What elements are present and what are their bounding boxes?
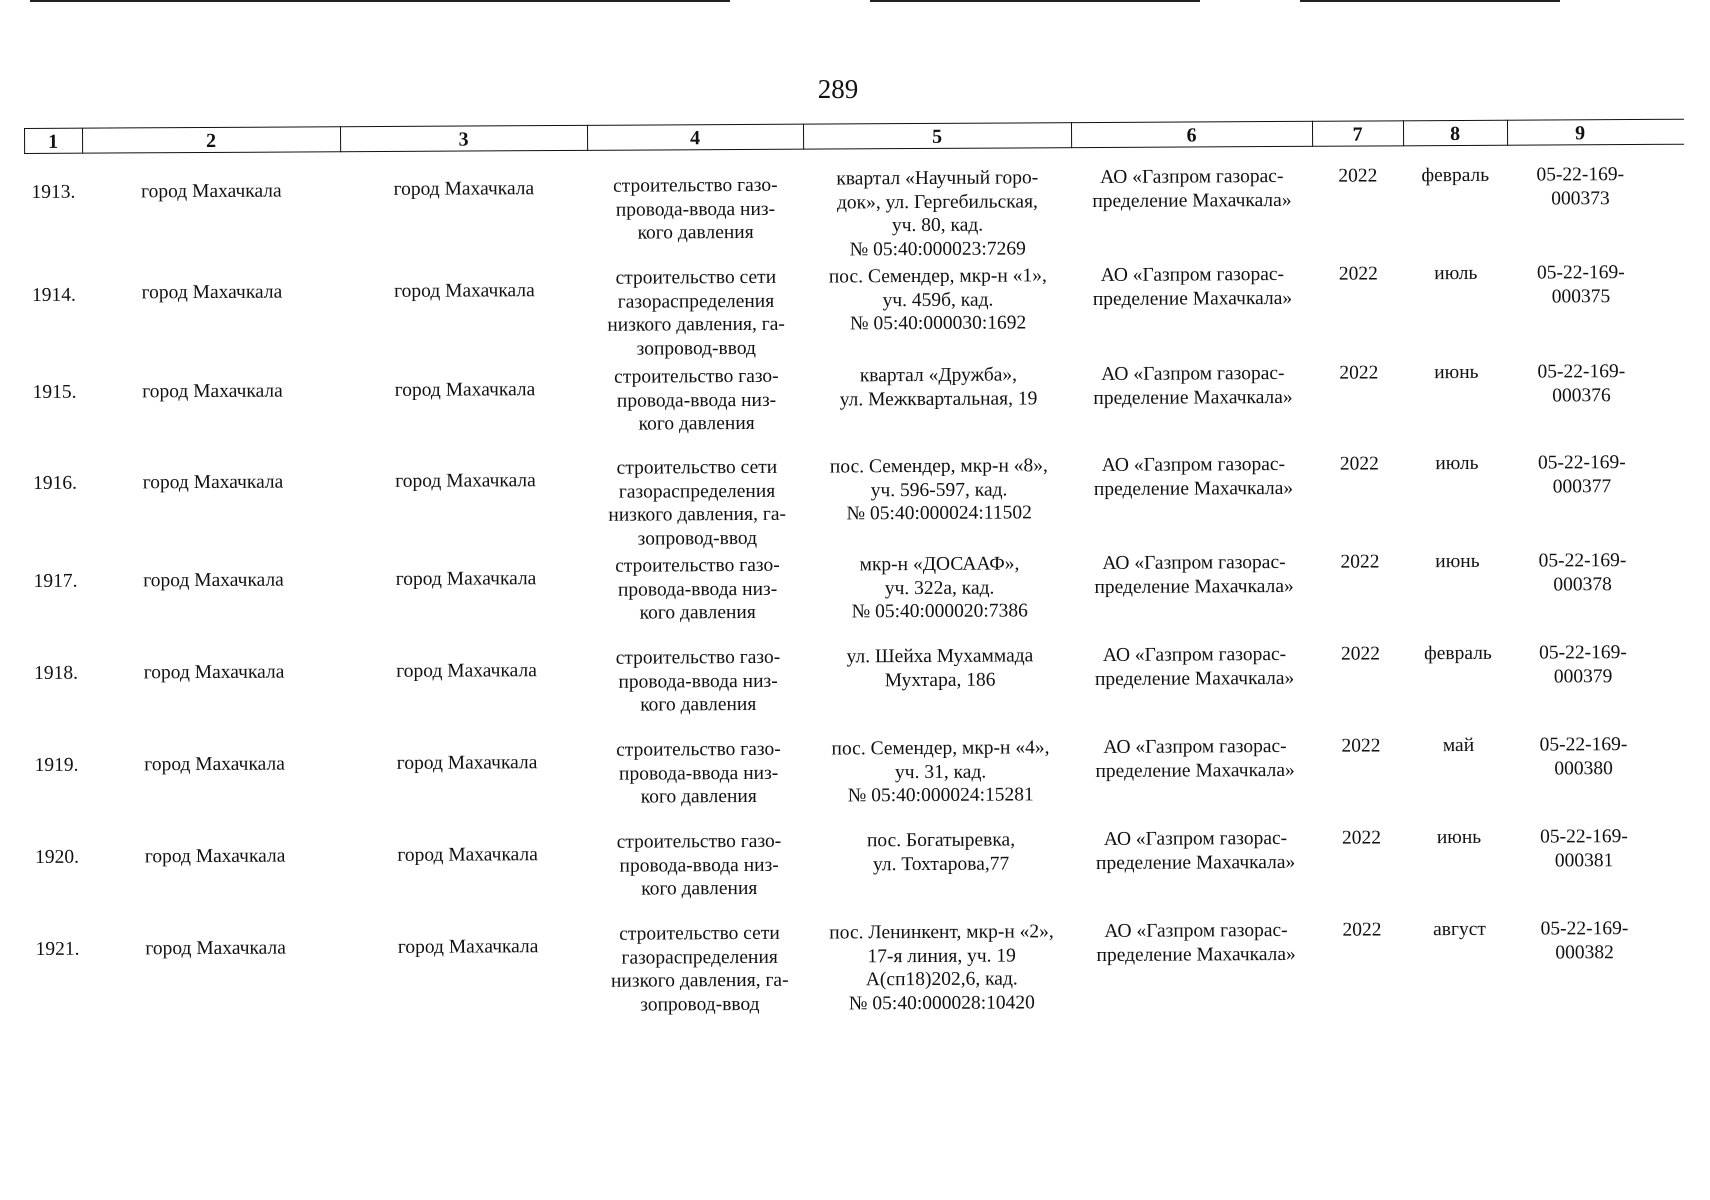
- purpose-cell-line: строительство газо-: [615, 646, 781, 669]
- location-cell-line: уч. 80, кад.: [891, 214, 984, 237]
- purpose-cell-line: низкого давления, га-: [608, 503, 787, 526]
- year-cell: 2022: [1340, 551, 1380, 573]
- register-table: [24, 119, 1673, 1024]
- settlement-cell: город Махачкала: [395, 470, 536, 492]
- organization-cell-line: пределение Махачкала»: [1093, 386, 1293, 409]
- column-header-1: 1: [48, 130, 59, 153]
- district-cell: город Махачкала: [144, 753, 285, 776]
- settlement-cell: город Махачкала: [397, 936, 539, 958]
- location-cell-line: док», ул. Гергебильская,: [836, 190, 1038, 213]
- purpose-cell: [591, 922, 808, 1017]
- year-cell: 2022: [1339, 453, 1379, 475]
- column-separator: [587, 125, 588, 151]
- purpose-cell-line: строительство газо-: [615, 554, 780, 577]
- code-cell: [1510, 641, 1656, 689]
- purpose-cell: [587, 174, 803, 246]
- district-cell: город Махачкала: [144, 845, 286, 868]
- purpose-cell-line: строительство газо-: [616, 830, 782, 853]
- location-cell: [806, 736, 1074, 808]
- organization-cell-line: пределение Махачкала»: [1092, 189, 1292, 212]
- district-cell: город Махачкала: [141, 180, 282, 203]
- table-row: [27, 734, 1671, 840]
- code-cell: [1507, 163, 1653, 211]
- month-cell: февраль: [1424, 642, 1492, 665]
- organization-cell-line: АО «Газпром газорас-: [1103, 735, 1287, 758]
- column-separator: [24, 128, 25, 154]
- purpose-cell-line: газораспределения: [618, 480, 776, 503]
- page-number: 289: [817, 74, 859, 104]
- purpose-cell-line: зопровод-ввод: [637, 527, 758, 550]
- code-cell-line: 05-22-169-: [1540, 918, 1629, 940]
- settlement-cell: город Махачкала: [394, 379, 536, 401]
- location-cell-line: пос. Семендер, мкр-н «8»,: [829, 455, 1048, 478]
- location-cell: [804, 363, 1072, 411]
- location-cell-line: № 05:40:000028:10420: [848, 991, 1035, 1014]
- year-cell: 2022: [1338, 165, 1378, 187]
- location-cell-line: квартал «Дружба»,: [859, 364, 1018, 387]
- organization-cell: [1072, 263, 1313, 311]
- purpose-cell-line: кого давления: [639, 601, 756, 624]
- code-cell-line: 000373: [1551, 187, 1610, 209]
- district-cell: город Махачкала: [143, 661, 285, 684]
- row-number: 1919.: [34, 754, 79, 776]
- organization-cell-line: АО «Газпром газорас-: [1103, 827, 1288, 850]
- settlement-cell: город Махачкала: [397, 844, 538, 866]
- location-cell-line: № 05:40:000024:11502: [846, 502, 1032, 525]
- purpose-cell-line: строительство сети: [616, 456, 778, 479]
- code-cell-line: 000377: [1552, 475, 1612, 497]
- location-cell: [807, 828, 1075, 876]
- organization-cell-line: АО «Газпром газорас-: [1101, 362, 1285, 385]
- year-cell: 2022: [1341, 735, 1381, 757]
- organization-cell-line: АО «Газпром газорас-: [1102, 551, 1286, 574]
- organization-cell: [1074, 643, 1315, 691]
- row-number: 1920.: [35, 846, 80, 868]
- organization-cell-line: АО «Газпром газорас-: [1102, 643, 1287, 666]
- column-separator: [340, 126, 341, 152]
- location-cell-line: уч. 31, кад.: [894, 761, 987, 783]
- organization-cell: [1074, 735, 1315, 783]
- location-cell-line: № 05:40:000024:15281: [847, 784, 1034, 807]
- code-cell-line: 05-22-169-: [1539, 642, 1627, 664]
- location-cell-line: мкр-н «ДОСААФ»,: [859, 553, 1020, 576]
- purpose-cell-line: кого давления: [640, 693, 757, 716]
- settlement-cell: город Махачкала: [396, 660, 537, 682]
- row-number: 1915.: [32, 381, 77, 403]
- location-cell-line: пос. Семендер, мкр-н «1»,: [828, 265, 1047, 288]
- scan-edge-line: [870, 0, 1200, 2]
- month-cell: июль: [1434, 262, 1478, 285]
- year-cell: 2022: [1341, 827, 1382, 849]
- purpose-cell-line: строительство газо-: [616, 738, 781, 761]
- row-number: 1921.: [35, 938, 80, 960]
- code-cell-line: 000380: [1554, 757, 1613, 779]
- scan-edge-line: [30, 0, 730, 2]
- purpose-cell-line: строительство сети: [615, 266, 777, 289]
- purpose-cell-line: зопровод-ввод: [636, 337, 756, 360]
- organization-cell-line: пределение Махачкала»: [1094, 667, 1295, 690]
- code-cell-line: 05-22-169-: [1537, 452, 1626, 474]
- location-cell-line: Мухтара, 186: [884, 669, 996, 691]
- month-cell: май: [1442, 734, 1475, 757]
- purpose-cell: [590, 738, 806, 810]
- organization-cell: [1073, 551, 1314, 599]
- column-header-5: 5: [932, 125, 943, 148]
- location-cell-line: ул. Межквартальная, 19: [839, 387, 1038, 410]
- settlement-cell: город Махачкала: [396, 752, 538, 774]
- location-cell-line: пос. Богатыревка,: [866, 829, 1016, 852]
- location-cell: [803, 166, 1072, 261]
- code-cell-line: 000381: [1554, 849, 1614, 871]
- district-cell: город Махачкала: [141, 281, 283, 304]
- code-cell-line: 000379: [1553, 665, 1613, 687]
- purpose-cell-line: провода-ввода низ-: [619, 854, 779, 877]
- column-separator: [1507, 120, 1508, 146]
- location-cell-line: пос. Ленинкент, мкр-н «2»,: [829, 921, 1054, 944]
- purpose-cell: [590, 646, 806, 718]
- purpose-cell-line: кого давления: [637, 221, 754, 244]
- purpose-cell-line: провода-ввода низ-: [617, 578, 778, 601]
- table-row: [26, 550, 1670, 656]
- purpose-cell-line: газораспределения: [621, 946, 778, 969]
- year-cell: 2022: [1338, 263, 1378, 285]
- district-cell: город Махачкала: [143, 569, 284, 592]
- organization-cell: [1072, 362, 1313, 410]
- column-separator: [803, 124, 804, 150]
- row-number: 1913.: [31, 181, 76, 203]
- year-cell: 2022: [1339, 362, 1379, 384]
- column-header-9: 9: [1574, 122, 1586, 145]
- code-cell-line: 05-22-169-: [1538, 550, 1627, 572]
- settlement-cell: город Махачкала: [394, 280, 535, 302]
- organization-cell-line: пределение Махачкала»: [1093, 477, 1294, 500]
- purpose-cell-line: кого давления: [640, 785, 757, 808]
- organization-cell-line: АО «Газпром газорас-: [1101, 453, 1286, 476]
- month-cell: июнь: [1434, 361, 1479, 384]
- purpose-cell-line: строительство газо-: [613, 174, 778, 197]
- code-cell: [1509, 549, 1655, 597]
- location-cell: [804, 264, 1072, 336]
- location-cell-line: 17-я линия, уч. 19: [867, 944, 1016, 967]
- code-cell-line: 05-22-169-: [1539, 734, 1628, 756]
- month-cell: февраль: [1421, 164, 1490, 187]
- month-cell: июль: [1435, 452, 1479, 475]
- code-cell: [1511, 917, 1657, 965]
- code-cell: [1509, 451, 1655, 499]
- organization-cell-line: АО «Газпром газорас-: [1100, 263, 1285, 286]
- row-number: 1918.: [34, 662, 79, 684]
- row-number: 1916.: [32, 472, 77, 494]
- purpose-cell: [591, 830, 807, 902]
- location-cell-line: ул. Тохтарова,77: [872, 853, 1010, 875]
- location-cell-line: уч. 322а, кад.: [884, 577, 995, 599]
- location-cell-line: № 05:40:000030:1692: [849, 312, 1027, 335]
- district-cell: город Махачкала: [145, 937, 286, 960]
- district-cell: город Махачкала: [142, 380, 283, 403]
- purpose-cell-line: провода-ввода низ-: [618, 762, 779, 785]
- column-header-2: 2: [206, 129, 217, 152]
- month-cell: июнь: [1435, 550, 1480, 573]
- purpose-cell: [589, 554, 805, 626]
- purpose-cell-line: зопровод-ввод: [640, 993, 760, 1016]
- location-cell-line: А(сп18)202,6, кад.: [865, 968, 1018, 991]
- purpose-cell-line: провода-ввода низ-: [616, 389, 777, 412]
- code-cell-line: 05-22-169-: [1537, 361, 1626, 383]
- settlement-cell: город Махачкала: [395, 568, 537, 590]
- code-cell-line: 05-22-169-: [1540, 826, 1628, 848]
- month-cell: июнь: [1436, 826, 1482, 849]
- purpose-cell-line: строительство сети: [619, 922, 780, 945]
- purpose-cell-line: провода-ввода низ-: [618, 670, 778, 693]
- purpose-cell-line: низкого давления, га-: [610, 969, 789, 992]
- location-cell-line: уч. 596-597, кад.: [870, 479, 1008, 501]
- code-cell: [1511, 825, 1657, 873]
- column-header-4: 4: [690, 127, 701, 150]
- code-cell: [1508, 360, 1654, 408]
- purpose-cell: [588, 266, 805, 361]
- purpose-cell-line: газораспределения: [617, 290, 775, 313]
- column-separator: [1312, 121, 1313, 147]
- organization-cell: [1071, 165, 1312, 213]
- code-cell-line: 05-22-169-: [1536, 262, 1625, 284]
- column-separator: [1403, 120, 1404, 146]
- location-cell-line: квартал «Научный горо-: [836, 167, 1039, 190]
- column-header-6: 6: [1186, 124, 1197, 147]
- column-separator: [1071, 122, 1072, 148]
- column-separator: [82, 128, 83, 154]
- year-cell: 2022: [1342, 919, 1382, 941]
- district-cell: город Махачкала: [142, 471, 284, 494]
- table-body: [24, 145, 1673, 1024]
- column-header-7: 7: [1352, 123, 1363, 146]
- organization-cell: [1075, 919, 1316, 967]
- organization-cell-line: пределение Махачкала»: [1092, 287, 1293, 310]
- code-cell: [1508, 261, 1654, 309]
- location-cell: [806, 644, 1074, 692]
- location-cell-line: № 05:40:000023:7269: [849, 237, 1026, 260]
- location-cell: [807, 920, 1076, 1015]
- organization-cell: [1073, 453, 1314, 501]
- code-cell-line: 000382: [1555, 941, 1614, 963]
- table-row: [28, 918, 1673, 1042]
- organization-cell-line: АО «Газпром газорас-: [1100, 165, 1284, 188]
- row-number: 1914.: [31, 284, 76, 306]
- location-cell: [805, 552, 1073, 624]
- code-cell-line: 000376: [1552, 384, 1611, 406]
- organization-cell: [1075, 827, 1316, 875]
- organization-cell-line: пределение Махачкала»: [1095, 759, 1295, 782]
- row-number: 1917.: [33, 570, 78, 592]
- purpose-cell-line: кого давления: [638, 412, 755, 435]
- code-cell-line: 000378: [1553, 573, 1612, 595]
- code-cell-line: 05-22-169-: [1536, 164, 1625, 186]
- organization-cell-line: пределение Махачкала»: [1094, 575, 1294, 598]
- purpose-cell-line: строительство газо-: [614, 365, 779, 388]
- year-cell: 2022: [1340, 643, 1381, 665]
- purpose-cell-line: кого давления: [641, 877, 758, 900]
- location-cell-line: пос. Семендер, мкр-н «4»,: [831, 737, 1050, 760]
- organization-cell-line: АО «Газпром газорас-: [1104, 919, 1288, 942]
- column-header-8: 8: [1449, 122, 1461, 146]
- table-row: [28, 826, 1672, 932]
- settlement-cell: город Махачкала: [393, 178, 535, 200]
- purpose-cell-line: низкого давления, га-: [607, 313, 785, 336]
- table-row: [27, 642, 1671, 748]
- location-cell-line: уч. 459б, кад.: [882, 289, 994, 311]
- purpose-cell-line: провода-ввода низ-: [615, 198, 776, 221]
- scan-edge-line: [1300, 0, 1560, 2]
- location-cell: [805, 454, 1073, 526]
- purpose-cell: [588, 365, 804, 437]
- column-header-3: 3: [458, 128, 469, 151]
- code-cell-line: 000375: [1551, 285, 1611, 307]
- organization-cell-line: пределение Махачкала»: [1096, 943, 1296, 966]
- code-cell: [1510, 733, 1656, 781]
- month-cell: август: [1433, 918, 1486, 941]
- location-cell-line: № 05:40:000020:7386: [851, 600, 1028, 623]
- location-cell-line: ул. Шейха Мухаммада: [846, 645, 1034, 668]
- organization-cell-line: пределение Махачкала»: [1095, 851, 1296, 874]
- purpose-cell: [589, 456, 806, 551]
